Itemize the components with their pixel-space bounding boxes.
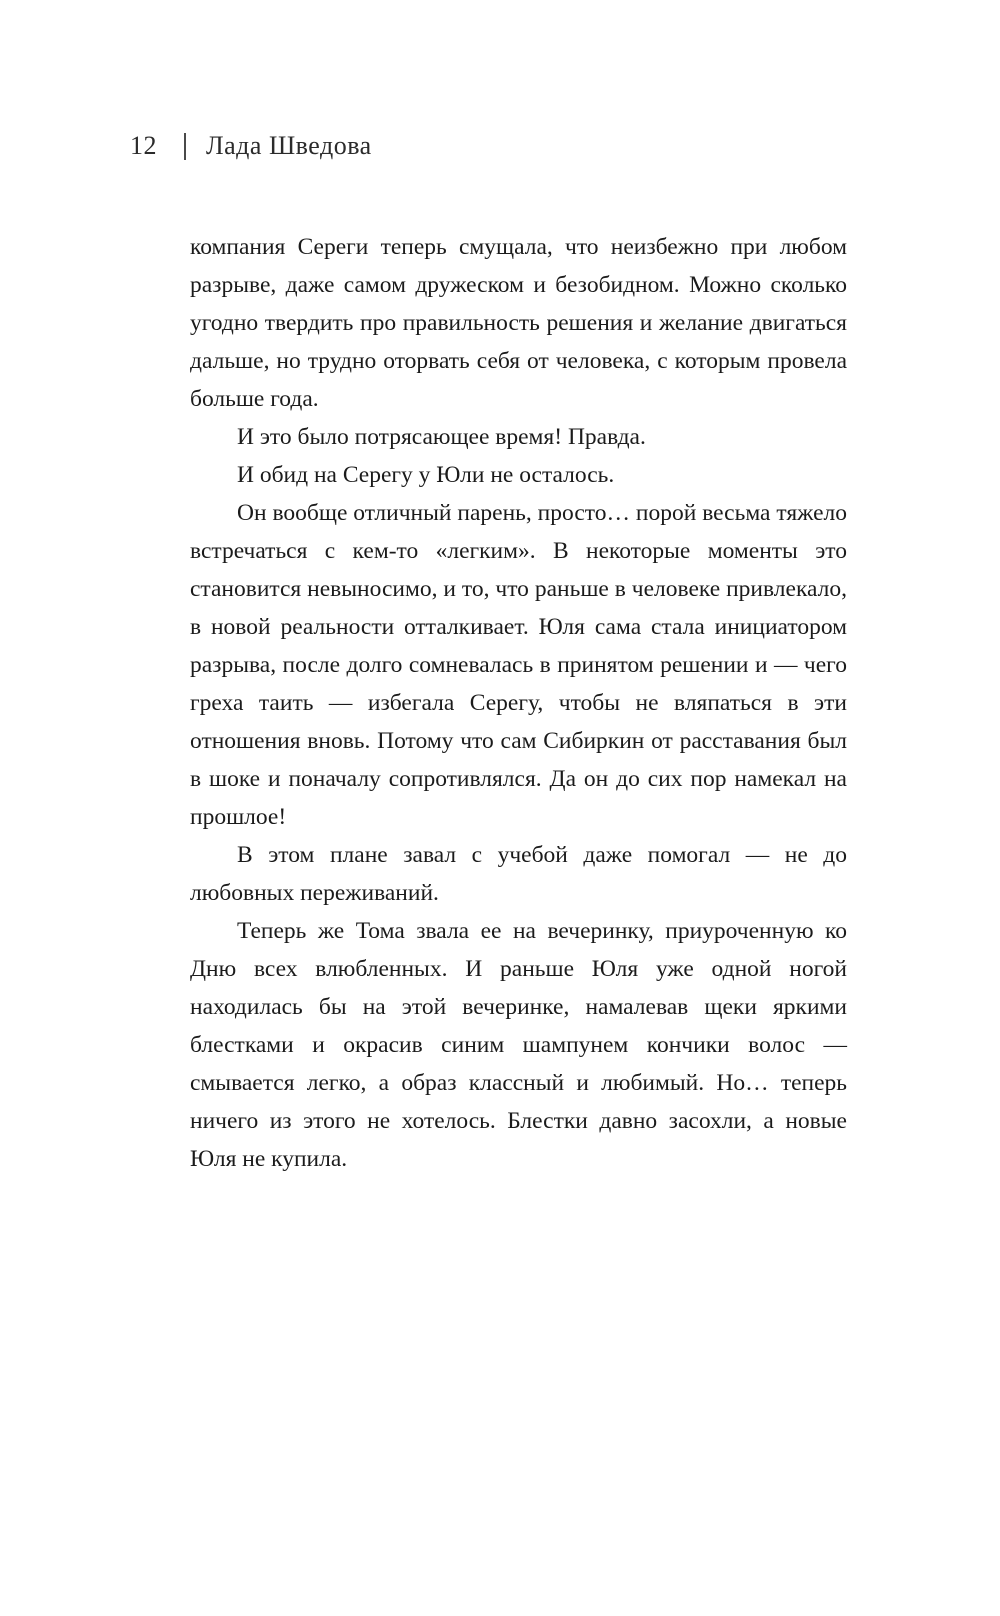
author-name: Лада Шведова bbox=[206, 131, 372, 160]
header-separator bbox=[184, 133, 186, 160]
running-header bbox=[130, 131, 372, 161]
paragraph: И это было потрясающее время! Правда. bbox=[237, 424, 646, 450]
paragraph: Он вообще отличный парень, просто… порой весьма тяжело встречаться с кем-то «легким». В некоторые моменты это становится невыносимо, и то, что раньше в человеке привлекало, в новой реальности отталкивает. Юля сама стала инициатором разрыва, после долго сомневалась в принятом решении и — чего греха таить — избегала Серегу, чтобы не вляпаться в эти отношения вновь. Потому что сам Сибиркин от расставания был в шоке и поначалу сопротивлялся. Да он до сих пор намекал на прошлое! bbox=[190, 500, 847, 830]
paragraph: В этом плане завал с учебой даже помогал — не до любовных переживаний. bbox=[190, 842, 847, 906]
paragraph: Теперь же Тома звала ее на вечеринку, приуроченную ко Дню всех влюбленных. И раньше Юля уже одной ногой находилась бы на этой вечеринке, намалевав щеки яркими блестками и окрасив синим шампунем кончики волос — смывается легко, а образ классный и любимый. Но… теперь ничего из этого не хотелось. Блестки давно засохли, а новые Юля не купила. bbox=[190, 918, 847, 1172]
body-text bbox=[190, 228, 847, 1178]
paragraph: компания Сереги теперь смущала, что неизбежно при любом разрыве, даже самом дружеском и безобидном. Можно сколько угодно твердить про правильность решения и желание двигаться дальше, но трудно оторвать себя от человека, с которым провела больше года. bbox=[190, 234, 847, 412]
page-number: 12 bbox=[130, 131, 157, 160]
paragraph: И обид на Серегу у Юли не осталось. bbox=[237, 462, 615, 488]
